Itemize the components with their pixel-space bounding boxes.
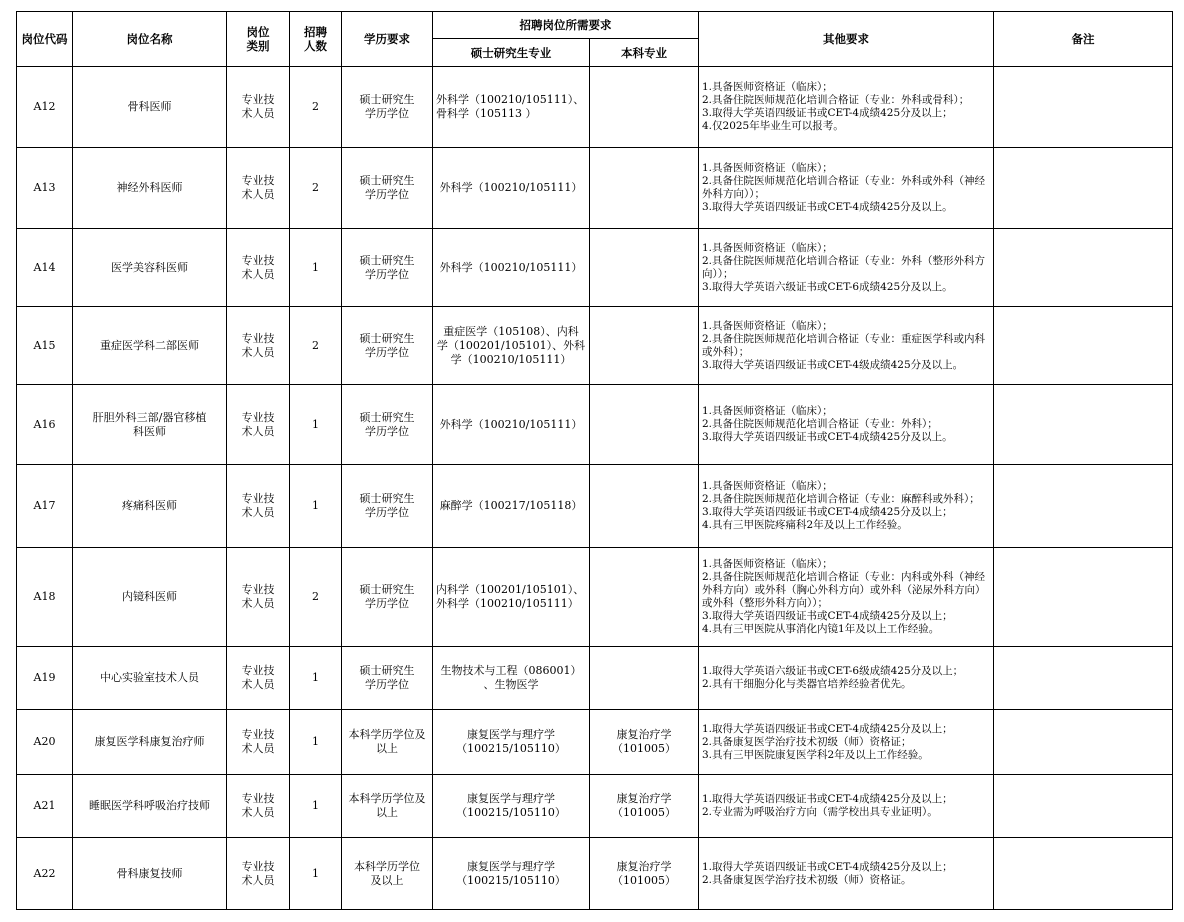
cell-master-major [433, 307, 590, 385]
table-body [17, 67, 1173, 910]
requirement-line: 3.取得大学英语四级证书或CET-4级成绩425分及以上。 [702, 358, 964, 371]
header-other: 其他要求 [699, 12, 994, 67]
cell-other-requirements [699, 465, 994, 548]
cell-education [342, 710, 433, 775]
cell-other-requirements [699, 385, 994, 465]
cell-remarks [994, 67, 1173, 148]
cell-master-major [433, 548, 590, 647]
cell-education [342, 647, 433, 710]
cell-name-text: 肝胆外科三部/器官移植 科医师 [92, 410, 207, 438]
cell-education-text: 硕士研究生 学历学位 [359, 93, 415, 120]
requirement-line: 2.具备康复医学治疗技术初级（师）资格证； [702, 735, 912, 748]
requirement-line: 1.具备医师资格证（临床）； [702, 319, 833, 332]
cell-master-major-text: 外科学（100210/105111） [439, 417, 583, 431]
cell-education [342, 307, 433, 385]
cell-bachelor-major [590, 148, 699, 229]
cell-category [227, 229, 290, 307]
cell-code: A19 [17, 647, 73, 710]
cell-master-major-text: 重症医学（105108）、内科 学（100201/105101）、外科 学（100210/105111） [436, 324, 586, 366]
cell-category-text: 专业技 术人员 [241, 792, 275, 819]
cell-bachelor-major [590, 465, 699, 548]
cell-name-text: 康复医学科康复治疗师 [94, 735, 205, 748]
cell-education-text: 硕士研究生 学历学位 [359, 583, 415, 610]
cell-education-text: 硕士研究生 学历学位 [359, 174, 415, 201]
header-bachelor-major: 本科专业 [590, 39, 699, 67]
requirement-line: 1.取得大学英语四级证书或CET-4成绩425分及以上； [702, 793, 953, 805]
header-row-1 [17, 12, 1173, 39]
cell-name [73, 148, 227, 229]
requirement-line: 1.具备医师资格证（临床）； [702, 558, 833, 570]
cell-master-major-text: 康复医学与理疗学 （100215/105110） [456, 792, 566, 819]
cell-name-text: 中心实验室技术人员 [100, 671, 199, 684]
cell-education-text: 硕士研究生 学历学位 [359, 664, 415, 691]
requirement-line: 2.具备住院医师规范化培训合格证（专业：麻醉科或外科）； [702, 493, 980, 505]
cell-master-major-text: 外科学（100210/105111）、 骨科学（105113 ） [436, 93, 585, 120]
cell-count: 1 [290, 775, 342, 838]
requirement-line: 2.具有干细胞分化与类器官培养经验者优先。 [702, 678, 912, 690]
cell-education-text: 硕士研究生 学历学位 [359, 253, 415, 281]
requirement-line: 4.具有三甲医院疼痛科2年及以上工作经验。 [702, 519, 908, 531]
cell-name-text: 睡眠医学科呼吸治疗技师 [89, 799, 210, 812]
cell-count: 2 [290, 548, 342, 647]
table-row [17, 307, 1173, 385]
header-education: 学历要求 [342, 12, 433, 67]
cell-master-major [433, 647, 590, 710]
cell-category-text: 专业技 术人员 [241, 93, 275, 120]
cell-remarks [994, 465, 1173, 548]
table-row [17, 647, 1173, 710]
header-code: 岗位代码 [17, 12, 73, 67]
cell-bachelor-major [590, 385, 699, 465]
cell-category [227, 148, 290, 229]
requirement-line: 1.取得大学英语六级证书或CET-6级成绩425分及以上； [702, 665, 964, 677]
requirement-line: 2.具备住院医师规范化培训合格证（专业：外科或外科（神经外科方向））； [702, 175, 986, 200]
cell-count: 1 [290, 838, 342, 910]
requirement-line: 1.具备医师资格证（临床）； [702, 241, 833, 254]
cell-name [73, 775, 227, 838]
cell-master-major-text: 麻醉学（100217/105118） [439, 499, 583, 512]
cell-count: 1 [290, 229, 342, 307]
requirement-line: 3.取得大学英语四级证书或CET-4成绩425分及以上。 [702, 431, 953, 443]
cell-code: A16 [17, 385, 73, 465]
header-master-major: 硕士研究生专业 [433, 39, 590, 67]
requirement-line: 3.取得大学英语四级证书或CET-4成绩425分及以上； [702, 107, 953, 119]
cell-count: 1 [290, 710, 342, 775]
cell-category-text: 专业技 术人员 [241, 583, 275, 610]
cell-master-major [433, 465, 590, 548]
cell-category-text: 专业技 术人员 [241, 664, 275, 691]
requirement-line: 2.具备住院医师规范化培训合格证（专业：内科或外科（神经外科方向）或外科（胸心外科方向）或外科（泌尿外科方向）或外科（整形外科方向））； [702, 571, 986, 609]
cell-name-text: 骨科医师 [127, 100, 172, 113]
table-row [17, 775, 1173, 838]
cell-education-text: 本科学历学位 及以上 [354, 859, 420, 887]
cell-bachelor-major-text: 康复治疗学 （101005） [612, 728, 676, 755]
requirement-line: 1.取得大学英语四级证书或CET-4成绩425分及以上； [702, 860, 953, 873]
cell-master-major [433, 229, 590, 307]
cell-name [73, 838, 227, 910]
cell-bachelor-major [590, 229, 699, 307]
requirement-line: 3.取得大学英语四级证书或CET-4成绩425分及以上； [702, 610, 953, 622]
header-category-text: 岗位 类别 [246, 25, 270, 53]
cell-other-requirements [699, 548, 994, 647]
cell-category [227, 465, 290, 548]
header-remarks: 备注 [994, 12, 1173, 67]
table-header [17, 12, 1173, 67]
cell-other-requirements [699, 710, 994, 775]
cell-other-requirements [699, 148, 994, 229]
requirement-line: 4.仅2025年毕业生可以报考。 [702, 120, 844, 132]
cell-bachelor-major [590, 838, 699, 910]
cell-education [342, 229, 433, 307]
cell-category-text: 专业技 术人员 [241, 174, 275, 201]
cell-education [342, 838, 433, 910]
header-major-group: 招聘岗位所需要求 [433, 12, 699, 39]
cell-code: A21 [17, 775, 73, 838]
cell-count: 1 [290, 647, 342, 710]
cell-name [73, 385, 227, 465]
cell-name-text: 疼痛科医师 [122, 499, 177, 512]
cell-category [227, 710, 290, 775]
cell-code: A18 [17, 548, 73, 647]
cell-education [342, 148, 433, 229]
cell-name-text: 内镜科医师 [122, 590, 177, 603]
header-count-text: 招聘 人数 [304, 25, 327, 53]
cell-name-text: 神经外科医师 [116, 181, 183, 194]
cell-count: 2 [290, 67, 342, 148]
cell-code: A13 [17, 148, 73, 229]
requirement-line: 1.取得大学英语四级证书或CET-4成绩425分及以上； [702, 722, 953, 735]
cell-education [342, 385, 433, 465]
cell-code: A17 [17, 465, 73, 548]
cell-remarks [994, 229, 1173, 307]
cell-category-text: 专业技 术人员 [241, 492, 275, 519]
cell-remarks [994, 307, 1173, 385]
cell-other-requirements [699, 647, 994, 710]
cell-master-major [433, 775, 590, 838]
cell-education-text: 本科学历学位及 以上 [348, 728, 426, 755]
cell-remarks [994, 710, 1173, 775]
cell-master-major [433, 385, 590, 465]
cell-education [342, 465, 433, 548]
cell-education [342, 67, 433, 148]
cell-code: A15 [17, 307, 73, 385]
cell-master-major [433, 710, 590, 775]
table-row [17, 710, 1173, 775]
cell-remarks [994, 838, 1173, 910]
cell-name-text: 骨科康复技师 [116, 866, 183, 880]
cell-bachelor-major [590, 548, 699, 647]
cell-bachelor-major [590, 647, 699, 710]
requirement-line: 1.具备医师资格证（临床）； [702, 405, 833, 417]
requirement-line: 3.取得大学英语四级证书或CET-4成绩425分及以上； [702, 506, 953, 518]
cell-count: 2 [290, 148, 342, 229]
table-row [17, 385, 1173, 465]
cell-count: 1 [290, 465, 342, 548]
table-row [17, 838, 1173, 910]
cell-category [227, 307, 290, 385]
requirement-line: 1.具备医师资格证（临床）； [702, 480, 833, 492]
cell-category-text: 专业技 术人员 [241, 410, 275, 438]
cell-bachelor-major-text: 康复治疗学 （101005） [612, 792, 676, 819]
cell-category-text: 专业技 术人员 [241, 253, 275, 281]
header-category [227, 12, 290, 67]
cell-bachelor-major [590, 67, 699, 148]
cell-category [227, 838, 290, 910]
cell-education [342, 548, 433, 647]
cell-master-major [433, 838, 590, 910]
cell-name [73, 307, 227, 385]
requirement-line: 2.专业需为呼吸治疗方向（需学校出具专业证明）。 [702, 806, 938, 818]
table-row [17, 67, 1173, 148]
cell-master-major-text: 康复医学与理疗学 （100215/105110） [456, 859, 566, 887]
cell-code: A12 [17, 67, 73, 148]
cell-master-major-text: 外科学（100210/105111） [439, 260, 583, 274]
cell-category [227, 775, 290, 838]
table-row [17, 148, 1173, 229]
cell-remarks [994, 647, 1173, 710]
cell-other-requirements [699, 229, 994, 307]
cell-name [73, 67, 227, 148]
cell-bachelor-major [590, 775, 699, 838]
cell-other-requirements [699, 307, 994, 385]
cell-remarks [994, 148, 1173, 229]
cell-master-major-text: 生物技术与工程（086001） 、生物医学 [440, 664, 582, 691]
header-name: 岗位名称 [73, 12, 227, 67]
cell-education-text: 本科学历学位及 以上 [348, 792, 426, 819]
cell-code: A14 [17, 229, 73, 307]
requirement-line: 3.取得大学英语六级证书或CET-6成绩425分及以上。 [702, 280, 953, 293]
cell-code: A22 [17, 838, 73, 910]
cell-other-requirements [699, 67, 994, 148]
cell-other-requirements [699, 838, 994, 910]
cell-name [73, 548, 227, 647]
requirement-line: 2.具备住院医师规范化培训合格证（专业：外科或骨科）； [702, 94, 970, 106]
cell-category-text: 专业技 术人员 [241, 331, 275, 359]
cell-name-text: 医学美容科医师 [111, 260, 188, 274]
cell-education-text: 硕士研究生 学历学位 [359, 331, 415, 359]
cell-bachelor-major [590, 307, 699, 385]
cell-category [227, 67, 290, 148]
requirement-line: 1.具备医师资格证（临床）； [702, 162, 833, 174]
cell-education-text: 硕士研究生 学历学位 [359, 492, 415, 519]
cell-category [227, 385, 290, 465]
cell-master-major [433, 67, 590, 148]
cell-category-text: 专业技 术人员 [241, 728, 275, 755]
cell-name [73, 229, 227, 307]
requirement-line: 2.具备住院医师规范化培训合格证（专业：外科（整形外科方向））； [702, 254, 986, 280]
cell-name [73, 465, 227, 548]
cell-code: A20 [17, 710, 73, 775]
requirement-line: 2.具备住院医师规范化培训合格证（专业：外科）； [702, 418, 938, 430]
cell-remarks [994, 775, 1173, 838]
cell-category-text: 专业技 术人员 [241, 859, 275, 887]
cell-name [73, 647, 227, 710]
requirement-line: 3.取得大学英语四级证书或CET-4成绩425分及以上。 [702, 201, 953, 213]
cell-bachelor-major-text: 康复治疗学 （101005） [612, 859, 676, 887]
cell-count: 2 [290, 307, 342, 385]
requirement-line: 2.具备康复医学治疗技术初级（师）资格证。 [702, 873, 912, 886]
cell-master-major-text: 内科学（100201/105101）、 外科学（100210/105111） [436, 583, 585, 610]
cell-master-major-text: 康复医学与理疗学 （100215/105110） [456, 728, 566, 755]
recruitment-table [16, 11, 1173, 910]
table-row [17, 548, 1173, 647]
recruitment-table-wrapper [16, 11, 1172, 910]
table-row [17, 465, 1173, 548]
table-row [17, 229, 1173, 307]
cell-count: 1 [290, 385, 342, 465]
cell-master-major-text: 外科学（100210/105111） [439, 181, 583, 194]
cell-education [342, 775, 433, 838]
cell-category [227, 548, 290, 647]
requirement-line: 1.具备医师资格证（临床）； [702, 81, 833, 93]
cell-master-major [433, 148, 590, 229]
requirement-line: 3.具有三甲医院康复医学科2年及以上工作经验。 [702, 748, 929, 761]
header-count [290, 12, 342, 67]
requirement-line: 4.具有三甲医院从事消化内镜1年及以上工作经验。 [702, 623, 940, 635]
cell-name-text: 重症医学科二部医师 [100, 338, 199, 352]
cell-other-requirements [699, 775, 994, 838]
cell-category [227, 647, 290, 710]
cell-remarks [994, 385, 1173, 465]
cell-education-text: 硕士研究生 学历学位 [359, 410, 415, 438]
cell-name [73, 710, 227, 775]
requirement-line: 2.具备住院医师规范化培训合格证（专业：重症医学科或内科或外科）； [702, 332, 986, 358]
cell-remarks [994, 548, 1173, 647]
cell-bachelor-major [590, 710, 699, 775]
